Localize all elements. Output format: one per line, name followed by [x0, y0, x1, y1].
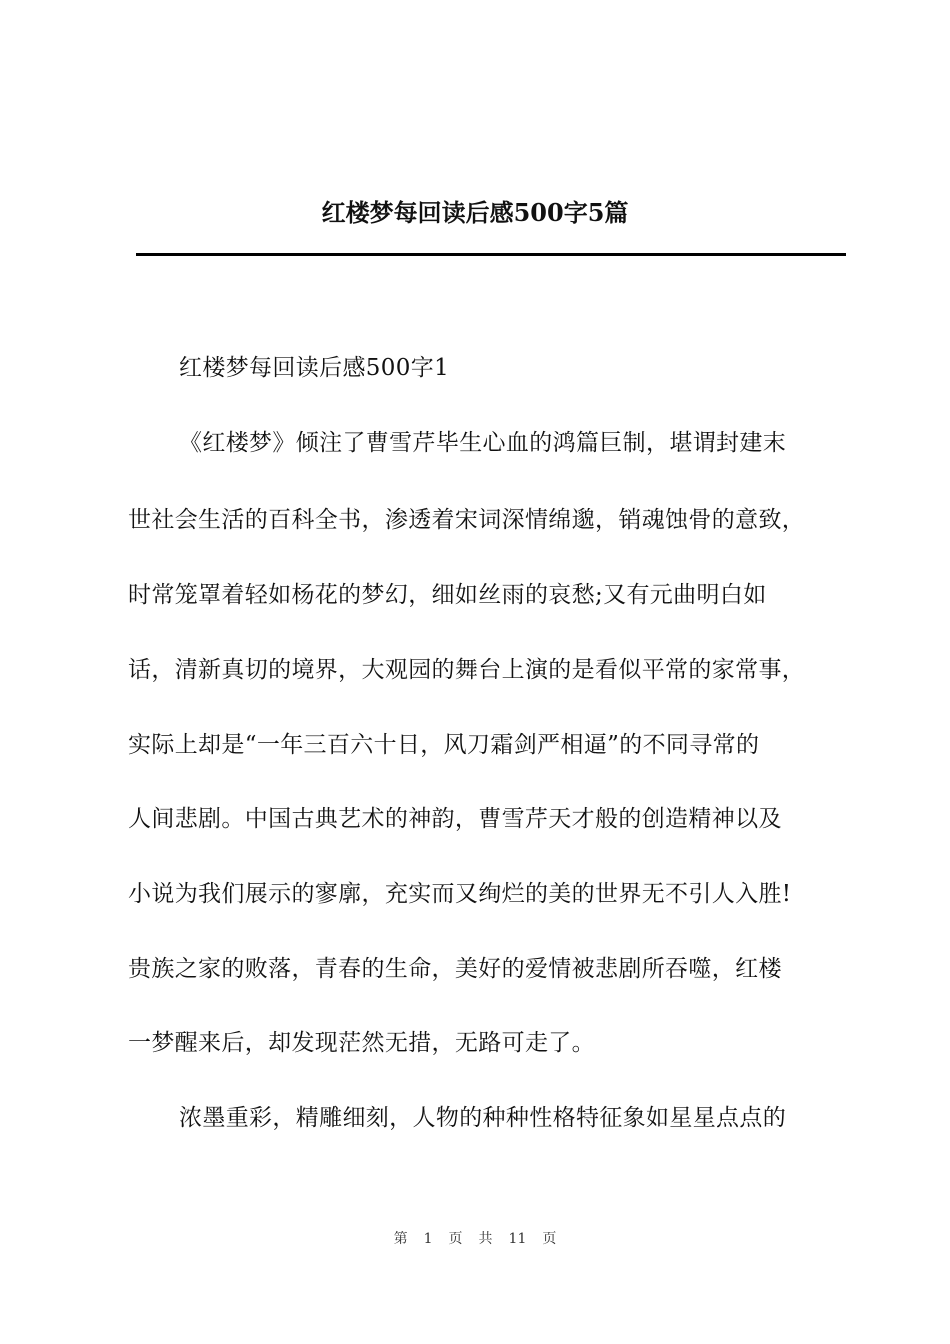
paragraph-line: 一梦醒来后，却发现茫然无措，无路可走了。 [128, 1030, 595, 1056]
footer-total-unit: 页 [542, 1231, 557, 1247]
document-title: 红楼梦每回读后感500字5篇 [321, 198, 629, 227]
footer-page-unit: 页 [448, 1231, 463, 1247]
paragraph-line: 人间悲剧。中国古典艺术的神韵，曹雪芹天才般的创造精神以及 [128, 806, 782, 832]
paragraph-line: 浓墨重彩，精雕细刻，人物的种种性格特征象如星星点点的 [179, 1105, 787, 1131]
paragraph-line: 世社会生活的百科全书，渗透着宋词深情绵邈，销魂蚀骨的意致， [128, 507, 806, 533]
page-footer [0, 1229, 950, 1249]
paragraph-line: 贵族之家的败落，青春的生命，美好的爱情被悲剧所吞噬，红楼 [128, 956, 782, 982]
paragraph-line: 《红楼梦》倾注了曹雪芹毕生心血的鸿篇巨制，堪谓封建末 [179, 430, 787, 456]
paragraph-line: 小说为我们展示的寥廓，充实而又绚烂的美的世界无不引人入胜! [128, 881, 792, 907]
paragraph-line: 实际上却是“一年三百六十日，风刀霜剑严相逼”的不同寻常的 [128, 732, 760, 758]
footer-total-pages: 11 [508, 1231, 527, 1247]
footer-total-word: 共 [478, 1231, 493, 1247]
footer-page-number: 1 [423, 1231, 433, 1247]
paragraph-line: 话，清新真切的境界，大观园的舞台上演的是看似平常的家常事， [128, 657, 806, 683]
section-heading: 红楼梦每回读后感500字1 [179, 355, 450, 381]
footer-page-word: 第 [393, 1231, 408, 1247]
paragraph-line: 时常笼罩着轻如杨花的梦幻，细如丝雨的哀愁;又有元曲明白如 [128, 582, 767, 608]
title-underline [136, 253, 846, 256]
